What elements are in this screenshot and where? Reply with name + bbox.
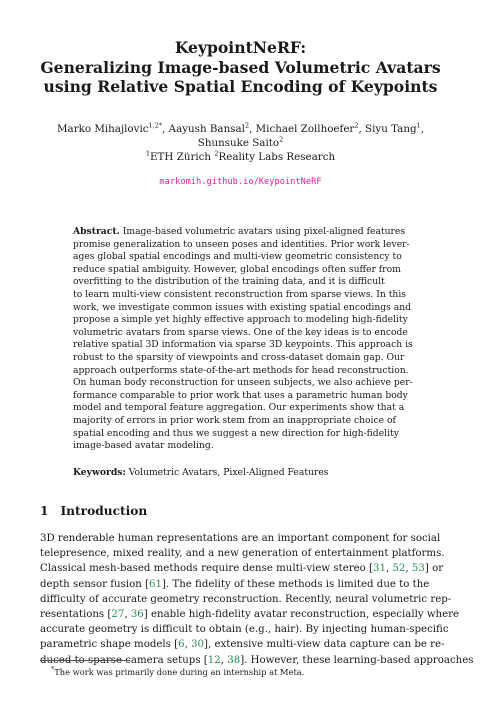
abstract-line: model and temporal feature aggregation. Our experiments show that a [73, 402, 405, 414]
abstract-line: relative spatial 3D information via sparse 3D keypoints. This approach is [73, 339, 413, 351]
title-line-1: KeypointNeRF: [174, 38, 307, 57]
section-heading [40, 504, 147, 518]
affiliations: $^1$ETH Zürich $^2$Reality Labs Research [145, 149, 336, 163]
footnote-rule [40, 660, 130, 661]
paper-title [40, 38, 441, 97]
intro-line: Classical mesh-based methods require dense multi-view stereo [31, 52, 53] or [40, 563, 444, 575]
keywords-label: Keywords: [73, 467, 126, 478]
abstract-line: reduce spatial ambiguity. However, global encodings often suffer from [73, 263, 401, 275]
keywords-text: Volumetric Avatars, Pixel-Aligned Features [125, 467, 329, 478]
citation-link[interactable]: 30 [191, 639, 205, 651]
abstract-line: image-based avatar modeling. [73, 440, 214, 452]
abstract-line: spatial encoding and thus we suggest a new direction for high-fidelity [73, 427, 399, 439]
citation-link[interactable]: 53 [411, 563, 425, 575]
citation-link[interactable]: 36 [130, 609, 144, 621]
citation-link[interactable]: 52 [392, 563, 406, 575]
abstract-line: Abstract. Image-based volumetric avatars using pixel-aligned features [73, 226, 406, 237]
citation-link[interactable]: 61 [148, 578, 162, 590]
footnote: *The work was primarily done during an internship at Meta. [51, 665, 305, 677]
intro-paragraph [40, 531, 474, 668]
section-title: Introduction [60, 504, 148, 518]
intro-line: parametric shape models [6, 30], extensive multi-view data capture can be re- [40, 639, 445, 651]
abstract-line: On human body reconstruction for unseen subjects, we also achieve per- [73, 377, 413, 389]
abstract-label: Abstract. [73, 226, 120, 237]
abstract-line: overfitting to the distribution of the training data, and it is difficult [73, 276, 385, 288]
author-line-1: Marko Mihajlovic$^{1,2*}$, Aayush Bansal$^2$, Michael Zollhoefer$^2$, Siyu Tang$^1$, [57, 121, 424, 135]
abstract-line: majority of errors in prior work stem from an inappropriate choice of [73, 414, 396, 426]
title-line-2: Generalizing Image-based Volumetric Avatars [40, 57, 441, 77]
abstract-line: propose a simple yet highly effective approach to modeling high-fidelity [73, 314, 408, 326]
intro-line: resentations [27, 36] enable high-fidelity avatar reconstruction, especially where [40, 609, 460, 621]
abstract-line: volumetric avatars from sparse views. One of the key ideas is to encode [73, 326, 408, 338]
citation-link[interactable]: 38 [227, 654, 241, 666]
author-block [40, 122, 441, 164]
abstract-line: robust to the sparsity of viewpoints and cross-dataset domain gap. Our [73, 351, 405, 363]
abstract-line: promise generalization to unseen poses and identities. Prior work lever- [73, 238, 410, 250]
citation-link[interactable]: 6 [178, 639, 185, 651]
intro-line: 3D renderable human representations are an important component for social [40, 533, 441, 544]
title-line-3: using Relative Spatial Encoding of Keypoints [43, 77, 438, 96]
abstract-line: ages global spatial encodings and multi-view geometric consistency to [73, 251, 402, 263]
citation-link[interactable]: 31 [372, 563, 386, 575]
abstract [73, 226, 413, 453]
keywords [73, 467, 409, 479]
abstract-line: formance comparable to prior work that uses a parametric human body [73, 389, 408, 401]
project-url-link[interactable]: markomih.github.io/KeypointNeRF [159, 177, 322, 187]
abstract-line: approach outperforms state-of-the-art methods for head reconstruction. [73, 364, 409, 376]
intro-line: difficulty of accurate geometry reconstruction. Recently, neural volumetric rep- [40, 593, 452, 605]
abstract-line: to learn multi-view consistent reconstruction from sparse views. In this [73, 288, 406, 300]
citation-link[interactable]: 12 [207, 654, 221, 666]
intro-line: telepresence, mixed reality, and a new generation of entertainment platforms. [40, 548, 445, 560]
author-line-2: Shunsuke Saito$^2$ [197, 135, 284, 149]
section-number: 1 [40, 504, 49, 518]
citation-link[interactable]: 27 [111, 609, 125, 621]
intro-line: accurate geometry is difficult to obtain (e.g., hair). By injecting human-specific [40, 624, 449, 636]
abstract-line: work, we investigate common issues with existing spatial encodings and [73, 301, 412, 313]
intro-line: duced to sparse camera setups [12, 38]. However, these learning-based approaches [40, 654, 474, 666]
intro-line: depth sensor fusion [61]. The fidelity of these methods is limited due to the [40, 578, 430, 590]
